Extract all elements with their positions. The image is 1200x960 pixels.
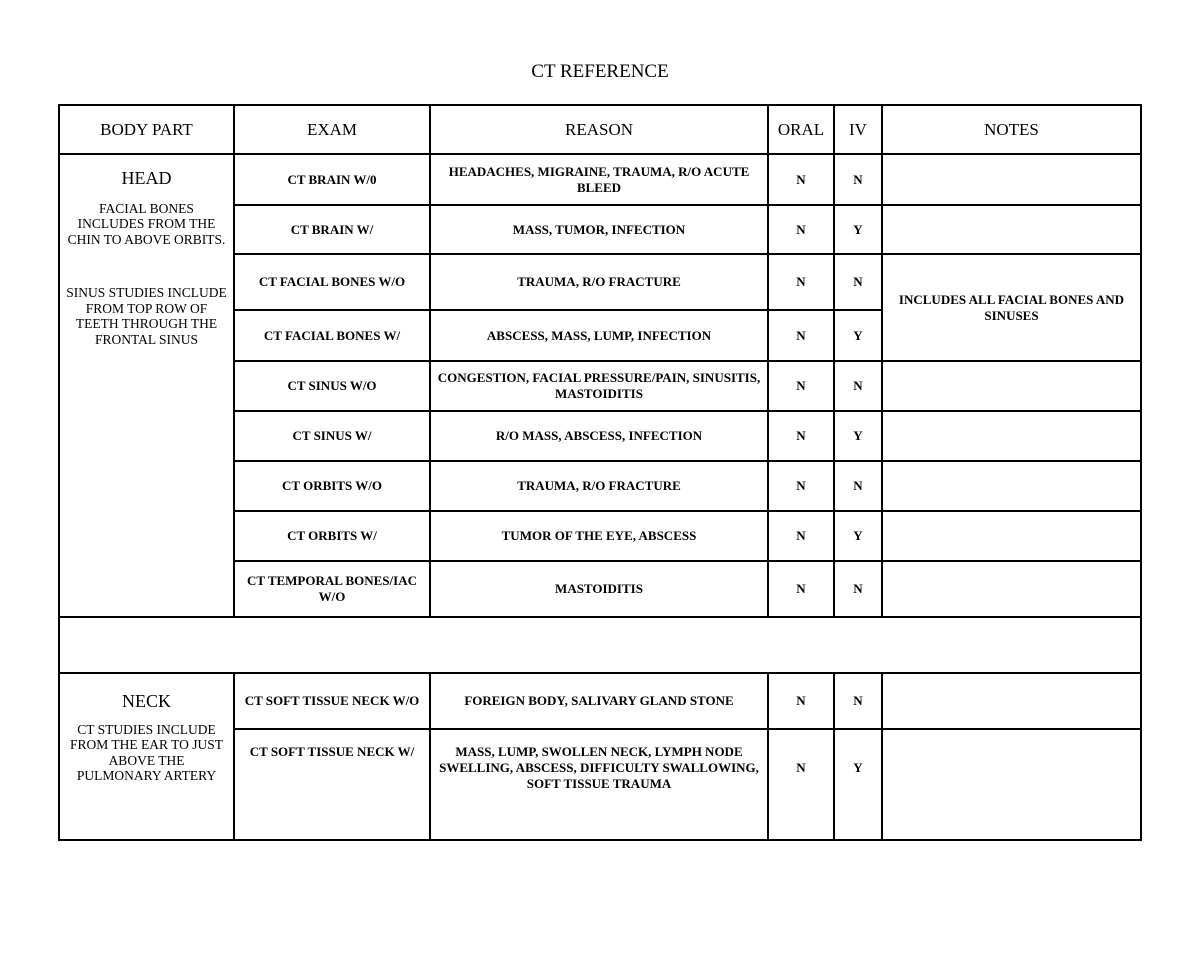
table-row <box>59 154 1141 205</box>
iv-cell: N <box>834 361 882 411</box>
iv-cell: N <box>834 154 882 205</box>
iv-cell: N <box>834 673 882 729</box>
iv-cell: N <box>834 254 882 310</box>
exam-cell: CT BRAIN W/ <box>234 205 430 254</box>
exam-cell: CT SINUS W/O <box>234 361 430 411</box>
oral-cell: N <box>768 254 834 310</box>
notes-cell <box>882 411 1141 461</box>
table-row <box>59 673 1141 729</box>
exam-cell: CT SINUS W/ <box>234 411 430 461</box>
notes-cell <box>882 673 1141 729</box>
exam-cell: CT ORBITS W/O <box>234 461 430 511</box>
neck-note: CT STUDIES INCLUDE FROM THE EAR TO JUST ABOVE THE PULMONARY ARTERY <box>69 721 224 783</box>
exam-cell: CT TEMPORAL BONES/IAC W/O <box>234 561 430 617</box>
notes-cell <box>882 561 1141 617</box>
oral-cell: N <box>768 461 834 511</box>
spacer-row <box>59 617 1141 673</box>
reason-cell: ABSCESS, MASS, LUMP, INFECTION <box>430 310 768 361</box>
exam-cell: CT BRAIN W/0 <box>234 154 430 205</box>
reason-cell: FOREIGN BODY, SALIVARY GLAND STONE <box>430 673 768 729</box>
oral-cell: N <box>768 310 834 361</box>
header-row <box>59 105 1141 154</box>
sinus-note: SINUS STUDIES INCLUDE FROM TOP ROW OF TEETH THROUGH THE FRONTAL SINUS <box>66 285 227 347</box>
notes-cell <box>882 461 1141 511</box>
reason-cell: HEADACHES, MIGRAINE, TRAUMA, R/O ACUTE BLEED <box>430 154 768 205</box>
body-part-head: HEAD <box>121 168 172 188</box>
notes-cell <box>882 361 1141 411</box>
oral-cell: N <box>768 729 834 840</box>
oral-cell: N <box>768 673 834 729</box>
oral-cell: N <box>768 511 834 561</box>
exam-cell: CT ORBITS W/ <box>234 511 430 561</box>
exam-cell: CT FACIAL BONES W/ <box>234 310 430 361</box>
notes-cell <box>882 205 1141 254</box>
reason-cell: R/O MASS, ABSCESS, INFECTION <box>430 411 768 461</box>
iv-cell: Y <box>834 511 882 561</box>
page-title: CT REFERENCE <box>531 61 669 82</box>
exam-cell: CT SOFT TISSUE NECK W/O <box>234 673 430 729</box>
reason-cell: MASTOIDITIS <box>430 561 768 617</box>
iv-cell: Y <box>834 310 882 361</box>
oral-cell: N <box>768 205 834 254</box>
exam-cell: CT SOFT TISSUE NECK W/ <box>234 729 430 840</box>
spacer-cell <box>59 617 1141 673</box>
header-body-part: BODY PART <box>59 105 234 154</box>
reason-cell: CONGESTION, FACIAL PRESSURE/PAIN, SINUSITIS, MASTOIDITIS <box>430 361 768 411</box>
iv-cell: Y <box>834 205 882 254</box>
reason-cell: MASS, TUMOR, INFECTION <box>430 205 768 254</box>
notes-cell <box>882 729 1141 840</box>
header-notes: NOTES <box>882 105 1141 154</box>
oral-cell: N <box>768 561 834 617</box>
reason-cell: TUMOR OF THE EYE, ABSCESS <box>430 511 768 561</box>
iv-cell: Y <box>834 729 882 840</box>
iv-cell: Y <box>834 411 882 461</box>
body-part-neck-cell <box>59 673 234 840</box>
reason-cell: TRAUMA, R/O FRACTURE <box>430 254 768 310</box>
header-oral: ORAL <box>768 105 834 154</box>
notes-cell <box>882 511 1141 561</box>
header-exam: EXAM <box>234 105 430 154</box>
oral-cell: N <box>768 154 834 205</box>
oral-cell: N <box>768 361 834 411</box>
iv-cell: N <box>834 561 882 617</box>
facial-bones-notes: INCLUDES ALL FACIAL BONES AND SINUSES <box>882 254 1141 361</box>
notes-cell <box>882 154 1141 205</box>
exam-cell: CT FACIAL BONES W/O <box>234 254 430 310</box>
facial-bones-note: FACIAL BONES INCLUDES FROM THE CHIN TO ABOVE ORBITS. <box>67 200 226 247</box>
oral-cell: N <box>768 411 834 461</box>
reason-cell: MASS, LUMP, SWOLLEN NECK, LYMPH NODE SWELLING, ABSCESS, DIFFICULTY SWALLOWING, SOFT TISSUE TRAUMA <box>430 729 768 840</box>
reason-cell: TRAUMA, R/O FRACTURE <box>430 461 768 511</box>
ct-reference-table <box>58 104 1142 841</box>
header-iv: IV <box>834 105 882 154</box>
iv-cell: N <box>834 461 882 511</box>
body-part-neck: NECK <box>122 691 171 711</box>
body-part-head-cell <box>59 154 234 617</box>
header-reason: REASON <box>430 105 768 154</box>
